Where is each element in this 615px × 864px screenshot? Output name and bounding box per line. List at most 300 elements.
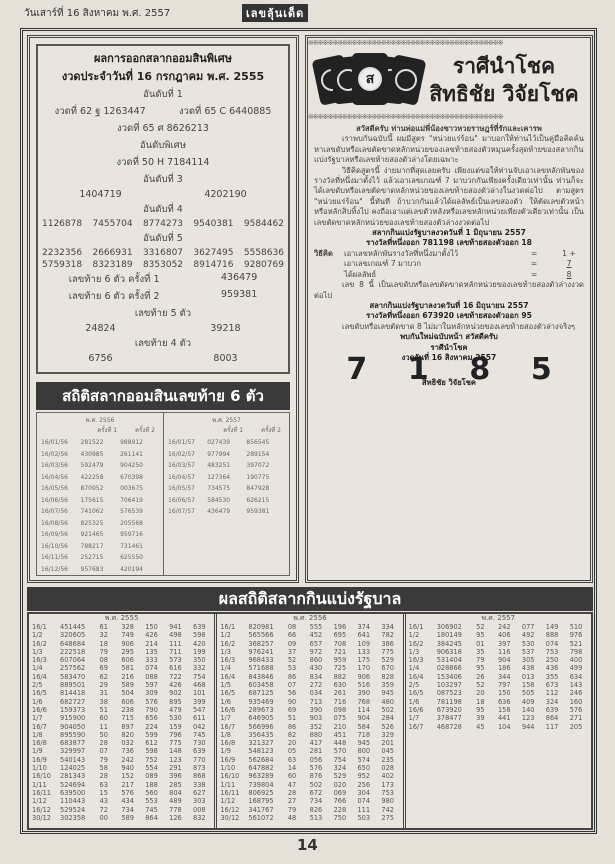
- draw-cell: 583470: [60, 672, 86, 681]
- draw-cell: 088: [145, 672, 158, 681]
- stats-cell: 988912: [120, 439, 143, 446]
- draw-cell: 745: [145, 805, 158, 814]
- draw-row: [220, 698, 399, 706]
- draw-cell: 941: [169, 623, 182, 631]
- draw-cell: 634: [569, 672, 583, 681]
- draw-cell: 148: [169, 747, 182, 756]
- last6-1-label: เลขท้าย 6 ตัว ครั้งที่ 1: [68, 274, 160, 285]
- draw-cell: 320605: [60, 631, 86, 640]
- column-title: ราศีนำโชค: [452, 54, 556, 78]
- draw-cell: 1/10: [220, 764, 236, 773]
- stats-cell: 584530: [207, 496, 231, 504]
- column-author-title: สิทธิชัย วิจัยโชค: [429, 82, 579, 106]
- draw-cell: 781198: [436, 697, 462, 706]
- stats-cell: 483251: [207, 462, 231, 469]
- draw-cell: 902: [169, 689, 182, 698]
- stats-cell: 734575: [207, 485, 231, 492]
- draw-cell: 32: [99, 631, 108, 640]
- stats-cell: 957683: [80, 565, 104, 573]
- stats-year: พ.ศ. 2556: [85, 417, 115, 424]
- draw-cell: 01: [476, 639, 485, 648]
- draw-cell: 79: [287, 805, 297, 814]
- stats-cell: 592479: [80, 462, 104, 469]
- draw-cell: 1/6: [32, 697, 43, 706]
- draw-row: [32, 689, 211, 697]
- draw-cell: 18: [476, 697, 485, 706]
- draw-cell: 479: [169, 705, 182, 714]
- draw-cell: 16/4: [32, 672, 47, 681]
- draw-cell: 734: [309, 797, 323, 806]
- column-banner: [308, 48, 590, 112]
- draw-cell: 53: [287, 664, 297, 673]
- draw-cell: 540143: [60, 755, 86, 764]
- rank4-value: 7455704: [92, 219, 133, 229]
- stats-cell: 16/03/56: [41, 462, 68, 469]
- draw-cell: 1/4: [32, 664, 43, 673]
- draw-cell: 143: [569, 681, 583, 690]
- draw-cell: 489: [169, 797, 182, 806]
- draw-cell: 29: [99, 681, 108, 690]
- draw-cell: 560: [145, 788, 158, 797]
- stats-cell: 420194: [120, 565, 143, 573]
- draw-cell: 576: [121, 788, 134, 797]
- draw-cell: 07: [99, 747, 108, 756]
- savings-result-box: [36, 44, 290, 374]
- draw-cell: 451445: [60, 623, 86, 631]
- draw-cell: 281: [309, 747, 323, 756]
- rank5-value: 2666931: [92, 248, 133, 258]
- draw-cell: 915900: [60, 714, 86, 723]
- stats-cell: 921465: [80, 531, 104, 538]
- stats-row: [41, 529, 159, 541]
- stats-row: [168, 506, 285, 518]
- draw-cell: 716: [333, 697, 347, 706]
- draw-cell: 828: [381, 672, 394, 681]
- draw-cell: 43: [99, 797, 108, 806]
- stats-cell: 16/03/57: [168, 462, 195, 469]
- draw-cell: 16/8: [32, 739, 47, 748]
- rank5-value: 8914716: [193, 260, 234, 270]
- savings-title: ผลการออกสลากออมสินพิเศษ: [93, 52, 233, 65]
- draw-cell: 045: [381, 747, 394, 756]
- stats-cell: 856545: [246, 439, 270, 446]
- last6-1-value: 436479: [220, 272, 258, 283]
- draw-cell: 28: [99, 772, 108, 781]
- draw-cell: 135: [145, 647, 158, 656]
- example1-line2: รางวัลที่หนึ่งออก 781198 เลขท้ายสองตัวออก 18: [366, 238, 532, 248]
- draw-cell: 344: [497, 672, 511, 681]
- draw-cell: 281343: [60, 772, 86, 781]
- calc-text: เอาเลขหลักพันรางวัลที่หนึ่งมาตั้งไว้: [344, 248, 459, 258]
- stats-cell: 16/01/56: [41, 439, 68, 446]
- draw-cell: 897: [121, 722, 134, 731]
- draw-cell: 16/3: [32, 656, 47, 665]
- stats-col-label: ครั้งที่ 1: [223, 427, 244, 434]
- draw-cell: 16/5: [220, 689, 236, 698]
- draw-cell: 402: [381, 772, 394, 781]
- draw-cell: 51: [287, 714, 297, 723]
- draw-cell: 790: [145, 705, 158, 714]
- draw-row: [32, 723, 211, 731]
- draw-row: [220, 789, 399, 797]
- draw-cell: 530: [169, 714, 182, 723]
- draw-cell: 1/3: [220, 647, 231, 656]
- draw-cell: 752: [145, 755, 158, 764]
- draw-row: [409, 656, 588, 664]
- draw-cell: 574: [357, 755, 371, 764]
- draw-cell: 561072: [248, 813, 274, 822]
- draw-cell: 589: [121, 681, 134, 690]
- draw-cell: 820981: [248, 623, 274, 631]
- draw-cell: 14: [287, 764, 297, 773]
- draw-cell: 775: [169, 739, 182, 748]
- stats-cell: 16/08/56: [41, 519, 68, 527]
- stats-cell: 741062: [80, 508, 104, 515]
- draw-cell: 47: [287, 780, 297, 789]
- draw-cell: 554: [145, 764, 158, 773]
- draw-cell: 341767: [248, 805, 274, 814]
- draw-cell: 324: [545, 697, 559, 706]
- draw-cell: 309: [145, 689, 158, 698]
- draw-row: [220, 656, 399, 664]
- draw-cell: 498: [169, 631, 182, 640]
- draw-cell: 359: [381, 681, 394, 690]
- draw-cell: 16/8: [220, 739, 236, 748]
- draw-cell: 356435: [248, 730, 274, 739]
- greeting: สวัสดีครับ ท่านพ่อแม่พี่น้องชาวหวยราษฎร์ที่รักและเคารพ: [356, 124, 542, 133]
- draw-cell: 60: [287, 772, 297, 781]
- stats-row: [41, 449, 159, 461]
- draw-cell: 117: [545, 722, 559, 731]
- draw-cell: 963289: [248, 772, 274, 781]
- draw-cell: 07: [287, 681, 297, 690]
- closing: พบกันใหม่ฉบับหน้า สวัสดีครับ: [400, 332, 498, 342]
- draw-row: [220, 623, 399, 631]
- stats-row: [168, 472, 285, 484]
- draw-cell: 256: [357, 780, 371, 789]
- draw-cell: 775: [381, 647, 394, 656]
- draw-row: [32, 806, 211, 814]
- draw-cell: 436: [545, 664, 559, 673]
- draw-cell: 713: [309, 697, 323, 706]
- draw-cell: 1/8: [32, 730, 43, 739]
- draw-cell: 670: [381, 664, 394, 673]
- draw-row: [220, 723, 399, 731]
- draw-cell: 531404: [436, 656, 462, 665]
- draw-cell: 734: [121, 805, 134, 814]
- rank5-value: 8353052: [142, 260, 184, 270]
- draw-cell: 834: [309, 672, 323, 681]
- lucky-number: 7: [346, 352, 368, 388]
- stats-cell: 003675: [120, 485, 143, 492]
- draw-cell: 904: [357, 714, 371, 723]
- draw-cell: 235: [381, 755, 394, 764]
- draw-cell: 904050: [60, 722, 86, 731]
- draw-cell: 101: [193, 689, 206, 698]
- draw-cell: 020: [333, 780, 347, 789]
- draw-cell: 796: [169, 730, 182, 739]
- draw-cell: 452: [309, 631, 323, 640]
- draw-cell: 95: [476, 664, 485, 673]
- stats-col-label: ครั้งที่ 2: [261, 427, 281, 434]
- draw-cell: 673: [545, 681, 559, 690]
- draw-cell: 075: [333, 714, 347, 723]
- page-frame: [20, 28, 597, 834]
- draw-cell: 271: [569, 714, 583, 723]
- draw-row: [220, 689, 399, 697]
- draw-row: [32, 706, 211, 714]
- draw-cell: 468: [193, 681, 206, 690]
- rank5-value: 9280769: [243, 260, 284, 270]
- draw-cell: 1/8: [220, 730, 231, 739]
- draw-cell: 547: [193, 705, 206, 714]
- draw-cell: 566996: [248, 722, 274, 731]
- special-value: งวดที่ 50 H 7184114: [116, 157, 210, 168]
- draw-cell: 399: [193, 697, 206, 706]
- draw-cell: 50: [99, 730, 108, 739]
- draw-cell: 11: [99, 722, 108, 731]
- draw-cell: 224: [145, 722, 158, 731]
- draw-cell: 895: [169, 697, 182, 706]
- draw-cell: 576: [569, 705, 583, 714]
- draw-cell: 159373: [60, 705, 86, 714]
- draw-cell: 246: [569, 689, 583, 698]
- draw-cell: 906: [357, 672, 371, 681]
- draw-row: [220, 781, 399, 789]
- draw-cell: 873: [193, 764, 206, 773]
- draw-cell: 832: [193, 813, 206, 822]
- draw-cell: 37: [287, 647, 297, 656]
- draw-row: [220, 747, 399, 755]
- stats-col-label: ครั้งที่ 2: [135, 427, 155, 434]
- draw-cell: 656: [145, 714, 158, 723]
- draw-cell: 754: [193, 672, 206, 681]
- draw-row: [220, 814, 399, 822]
- draw-cell: 753: [545, 647, 559, 656]
- draw-cell: 16/10: [32, 772, 52, 781]
- rank5-value: 2232356: [42, 248, 83, 258]
- draw-cell: 804: [169, 788, 182, 797]
- draw-cell: 16/1: [220, 623, 236, 631]
- draw-cell: 876: [309, 772, 323, 781]
- draw-row: [220, 772, 399, 780]
- draw-cell: 149: [545, 623, 559, 631]
- draw-cell: 581: [121, 664, 134, 673]
- draw-cell: 935469: [248, 697, 274, 706]
- stats-cell: 16/06/57: [168, 496, 195, 504]
- stats-cell: 16/02/56: [41, 450, 68, 458]
- draw-cell: 303: [193, 797, 206, 806]
- draw-cell: 196: [333, 623, 347, 631]
- draw-cell: 434: [121, 797, 134, 806]
- draw-cell: 510: [569, 623, 583, 631]
- closing-date: งวดวันที่ 16 สิงหาคม 2557: [401, 352, 497, 362]
- stats-cell: 977994: [207, 450, 231, 458]
- draw-cell: 409: [521, 697, 535, 706]
- draw-cell: 562684: [248, 755, 274, 764]
- stats-row: [168, 449, 285, 461]
- draw-row: [220, 797, 399, 805]
- draw-cell: 826: [309, 805, 323, 814]
- draw-cell: 612: [145, 739, 158, 748]
- draw-cell: 742: [381, 805, 394, 814]
- draw-row: [32, 656, 211, 664]
- draw-cell: 52: [287, 656, 297, 665]
- draw-cell: 285: [169, 780, 182, 789]
- draw-cell: 126: [169, 813, 182, 822]
- calculation: [314, 249, 584, 280]
- draw-cell: 222518: [60, 647, 86, 656]
- draw-cell: 140: [521, 705, 535, 714]
- draw-cell: 355: [545, 672, 559, 681]
- stats-cell: 289154: [246, 450, 270, 458]
- draw-cell: 397: [497, 639, 511, 648]
- page-number: 14: [297, 836, 318, 854]
- draw-row: [220, 640, 399, 648]
- draw-cell: 042: [193, 722, 206, 731]
- draw-cell: 16/4: [408, 672, 424, 681]
- draw-cell: 1/3: [408, 647, 420, 656]
- draw-cell: 526: [381, 722, 394, 731]
- draw-cell: 641: [357, 631, 371, 640]
- draw-cell: 27: [287, 797, 297, 806]
- draw-cell: 334: [381, 623, 394, 631]
- draw-row: [32, 747, 211, 755]
- draw-cell: 945: [381, 689, 394, 698]
- draw-cell: 52: [476, 681, 485, 690]
- draw-cell: 242: [121, 755, 134, 764]
- draw-row: [409, 689, 588, 697]
- draw-cell: 112: [545, 689, 559, 698]
- draw-cell: 606: [121, 697, 134, 706]
- draw-cell: 513: [309, 813, 323, 822]
- draw-cell: 555: [309, 623, 323, 631]
- draw-row: [32, 797, 211, 805]
- stats-row: [168, 437, 285, 449]
- draw-cell: 291: [169, 764, 182, 773]
- stats-title: สถิติสลากออมสินเลขท้าย 6 ตัว: [36, 382, 290, 410]
- draw-cell: 1/3: [32, 647, 43, 656]
- draw-cell: 324: [333, 764, 347, 773]
- draw-cell: 940: [121, 764, 134, 773]
- draw-row: [32, 814, 211, 822]
- stats-cell: 959381: [246, 508, 270, 515]
- draw-cell: 69: [99, 664, 108, 673]
- publication-logo: เลขลุ้นเด็ด: [242, 4, 308, 22]
- draw-cell: 302358: [60, 813, 86, 822]
- draw-cell: 607064: [60, 656, 86, 665]
- draw-cell: 20: [287, 739, 297, 748]
- star-border: ❊❊❊❊❊❊❊❊❊❊❊❊❊❊❊❊❊❊❊❊❊❊❊❊❊❊❊❊❊❊❊❊❊❊❊❊❊❊❊❊: [308, 113, 503, 121]
- draw-cell: 188: [145, 780, 158, 789]
- rank4-label: อันดับที่ 4: [143, 204, 183, 215]
- draw-cell: 82: [287, 730, 297, 739]
- year-header: พ.ศ. 2557: [481, 614, 516, 622]
- stats-cell: 027439: [207, 439, 231, 446]
- draw-cell: 216: [121, 672, 134, 681]
- draw-cell: 69: [287, 705, 297, 714]
- draw-cell: 1/9: [220, 747, 231, 756]
- stats-row: [41, 495, 159, 507]
- draw-cell: 26: [476, 672, 485, 681]
- draw-cell: 114: [357, 705, 371, 714]
- draw-cell: 672: [309, 788, 323, 797]
- draw-cell: 708: [333, 639, 347, 648]
- stats-cell: 190775: [246, 473, 270, 481]
- draw-cell: 1/4: [408, 664, 420, 673]
- draw-cell: 16/12: [32, 805, 52, 814]
- draw-cell: 30/12: [32, 813, 52, 822]
- draw-cell: 646905: [248, 714, 274, 723]
- draw-cell: 906318: [436, 647, 462, 656]
- stats-cell: 870952: [80, 485, 104, 492]
- draw-cell: 304: [357, 788, 371, 797]
- draw-cell: 722: [169, 672, 182, 681]
- draw-row: [220, 706, 399, 714]
- rank3-value: 4202190: [204, 189, 247, 200]
- savings-panel: [27, 35, 299, 583]
- stats-cell: 626215: [246, 496, 270, 504]
- calc-eq: =: [530, 259, 538, 269]
- draw-row: [220, 648, 399, 656]
- draw-cell: 396: [169, 772, 182, 781]
- stats-row: [168, 460, 285, 472]
- draw-cell: 889501: [60, 681, 86, 690]
- stats-row: [41, 564, 159, 576]
- draw-cell: 384245: [436, 639, 462, 648]
- draw-cell: 766: [333, 797, 347, 806]
- draw-cell: 31: [99, 689, 108, 698]
- draw-cell: 00: [99, 813, 108, 822]
- draw-cell: 16/2: [220, 639, 236, 648]
- draw-cell: 945: [357, 739, 371, 748]
- draw-cell: 647882: [248, 764, 274, 773]
- draw-cell: 35: [476, 647, 485, 656]
- draw-cell: 754: [333, 755, 347, 764]
- stats-row: [41, 483, 159, 495]
- draw-row: [409, 706, 588, 714]
- draw-cell: 104: [497, 722, 511, 731]
- draw-cell: 516: [357, 681, 371, 690]
- draw-row: [32, 756, 211, 764]
- draw-cell: 261: [333, 689, 347, 698]
- example1-line1: สลากกินแบ่งรัฐบาลงวดวันที่ 1 มิถุนายน 2557: [372, 228, 526, 238]
- last6-2-value: 959381: [220, 289, 258, 300]
- draw-row: [409, 723, 588, 731]
- stats-2557: [163, 413, 289, 575]
- draw-cell: 976: [569, 631, 583, 640]
- draw-cell: 806925: [248, 788, 274, 797]
- stats-cell: 16/05/56: [41, 485, 68, 492]
- draw-cell: 09: [287, 639, 297, 648]
- draw-row: [409, 623, 588, 631]
- rank1-label: อันดับที่ 1: [143, 89, 183, 100]
- stats-cell: 252715: [80, 554, 104, 561]
- draw-cell: 502: [309, 780, 323, 789]
- stats-cell: 847928: [246, 485, 270, 492]
- draw-cell: 289673: [248, 705, 274, 714]
- stats-cell: 670398: [120, 473, 143, 481]
- draw-cell: 39: [476, 714, 485, 723]
- draw-cell: 089: [145, 772, 158, 781]
- draw-cell: 028866: [436, 664, 462, 673]
- last4-label: เลขท้าย 4 ตัว: [134, 338, 192, 349]
- draw-cell: 820: [121, 730, 134, 739]
- draw-cell: 639: [545, 705, 559, 714]
- draw-row: [220, 631, 399, 639]
- draw-cell: 86: [287, 672, 297, 681]
- draw-cell: 329997: [60, 747, 86, 756]
